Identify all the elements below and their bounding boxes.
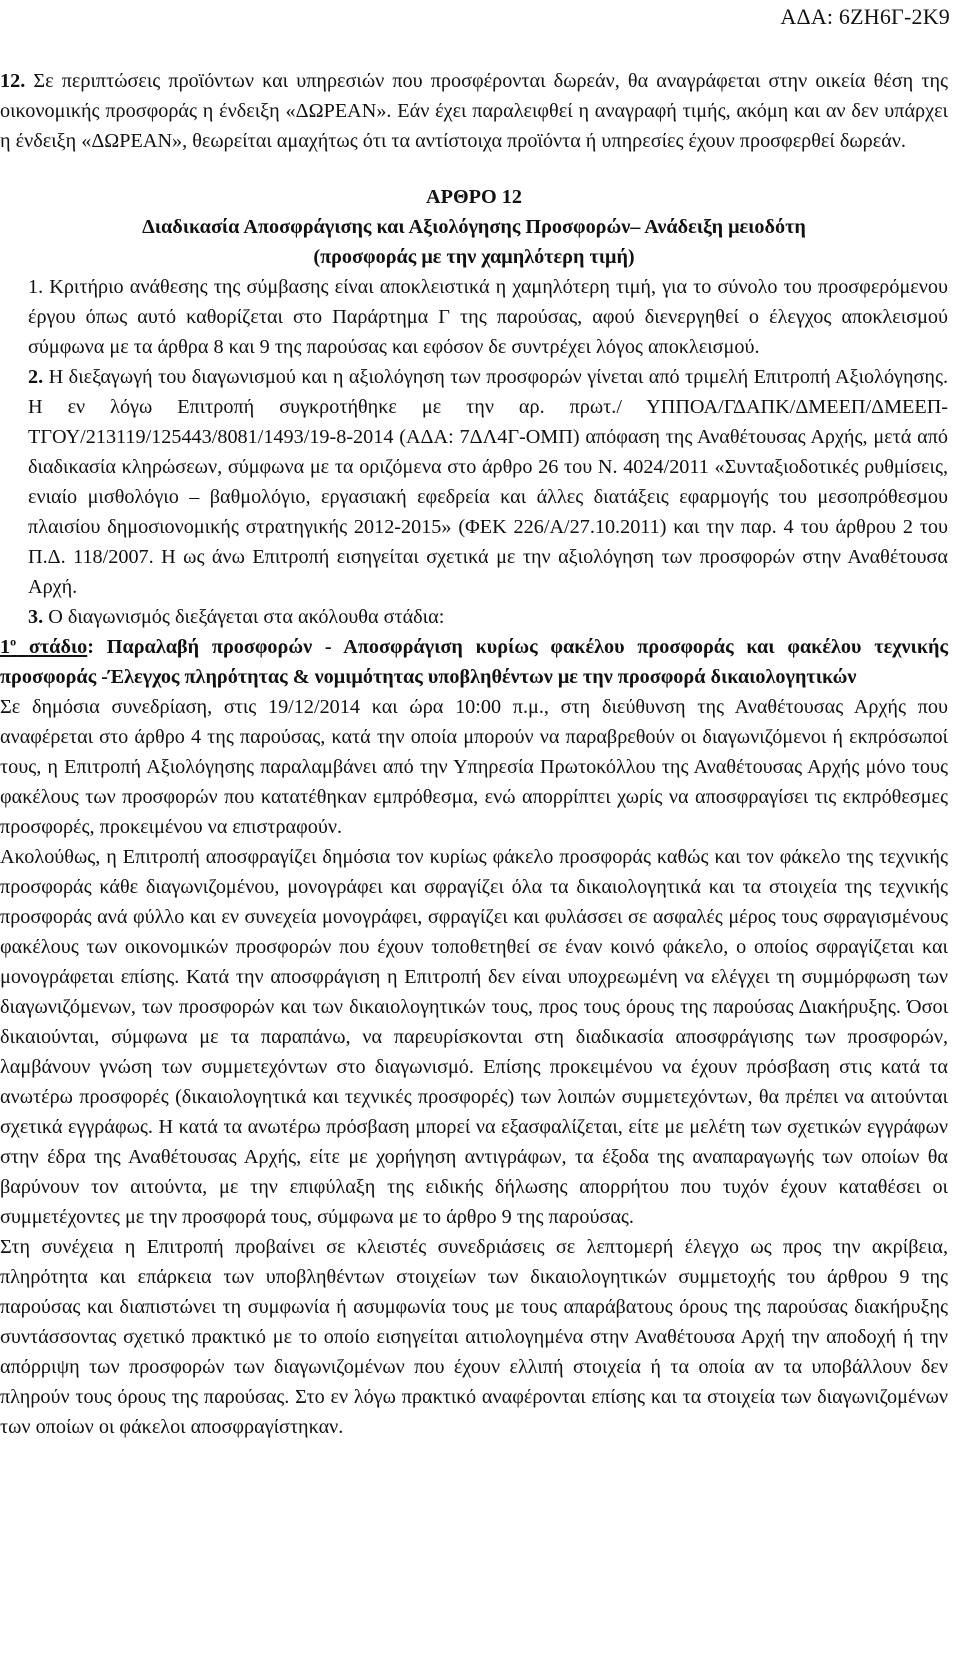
stage-ordinal-number: 1 bbox=[0, 636, 11, 658]
paragraph-number: 12. bbox=[0, 70, 26, 92]
item-3 bbox=[0, 602, 948, 632]
stage-label: στάδιο bbox=[28, 636, 88, 658]
paragraph-text: Σε περιπτώσεις προϊόντων και υπηρεσιών που προσφέρονται δωρεάν, θα αναγράφεται στην οικεία θέση της οικονομικής προσφοράς η ένδειξη «ΔΩΡΕΑΝ». Εάν έχει παραλειφθεί η αναγραφή τιμής, ακόμη και αν δεν υπάρχει η ένδειξη «ΔΩΡΕΑΝ», θεωρείται αμαχήτως ότι τα αντίστοιχα προϊόντα ή υπηρεσίες έχουν προσφερθεί δωρεάν. bbox=[0, 70, 949, 152]
item-2 bbox=[0, 362, 948, 602]
ada-code: ΑΔΑ: 6ΖΗ6Γ-2Κ9 bbox=[780, 4, 950, 29]
article-heading: ΑΡΘΡΟ 12 bbox=[426, 186, 522, 208]
item-text: Κριτήριο ανάθεσης της σύμβασης είναι αποκλειστικά η χαμηλότερη τιμή, για το σύνολο του προσφερόμενου έργου όπως αυτό καθορίζεται στο Παράρτημα Γ της παρούσας, αφού διενεργηθεί ο έλεγχος αποκλεισμού σύμφωνα με τα άρθρα 8 και 9 της παρούσας και εφόσον δε συντρέχει λόγος αποκλεισμού. bbox=[28, 276, 948, 358]
item-number: 3. bbox=[28, 606, 44, 628]
article-title-line2: (προσφοράς με την χαμηλότερη τιμή) bbox=[313, 246, 635, 268]
stage-heading-text: : Παραλαβή προσφορών - Αποσφράγιση κυρίως φακέλου προσφοράς και φακέλου τεχνικής προσφοράς -Έλεγχος πληρότητας & νομιμότητας υποβληθέντων με την προσφορά δικαιολογητικών bbox=[0, 636, 949, 688]
stage-ordinal bbox=[0, 636, 87, 658]
item-number: 1. bbox=[28, 276, 44, 298]
item-1 bbox=[0, 272, 948, 362]
stage-1-paragraph-1: Σε δημόσια συνεδρίαση, στις 19/12/2014 και ώρα 10:00 π.μ., στη διεύθυνση της Αναθέτουσας Αρχής που αναφέρεται στο άρθρο 4 της παρούσας, κατά την οποία μπορούν να παραβρεθούν οι διαγωνιζόμενοι ή εκπρόσωποί τους, η Επιτροπή Αξιολόγησης παραλαμβάνει από την Υπηρεσία Πρωτοκόλλου της Αναθέτουσας Αρχής μόνο τους φακέλους των προσφορών που κατατέθηκαν εμπρόθεσμα, ενώ απορρίπτει χωρίς να αποσφραγίσει τις εκπρόθεσμες προσφορές, προκειμένου να επιστραφούν. bbox=[0, 696, 948, 838]
stage-1-heading bbox=[0, 632, 948, 692]
stage-ordinal-suffix: ο bbox=[10, 634, 17, 649]
document-body bbox=[0, 66, 948, 1442]
paragraph-12 bbox=[0, 66, 948, 156]
item-text: Η διεξαγωγή του διαγωνισμού και η αξιολόγηση των προσφορών γίνεται από τριμελή Επιτροπή Αξιολόγησης. Η εν λόγω Επιτροπή συγκροτήθηκε με την αρ. πρωτ./ ΥΠΠΟΑ/ΓΔΑΠΚ/ΔΜΕΕΠ/ΔΜΕΕΠ-ΤΓΟΥ/213119/125443/8081/1493/19-8-2014 (ΑΔΑ: 7ΔΛ4Γ-ΟΜΠ) απόφαση της Αναθέτουσας Αρχής, μετά από διαδικασία κληρώσεων, σύμφωνα με τα οριζόμενα στο άρθρο 26 του Ν. 4024/2011 «Συνταξιοδοτικές ρυθμίσεις, ενιαίο μισθολόγιο – βαθμολόγιο, εργασιακή εφεδρεία και άλλες διατάξεις εφαρμογής του μεσοπρόθεσμου πλαισίου δημοσιονομικής στρατηγικής 2012-2015» (ΦΕΚ 226/Α/27.10.2011) και την παρ. 4 του άρθρου 2 του Π.Δ. 118/2007. Η ως άνω Επιτροπή εισηγείται σχετικά με την αξιολόγηση των προσφορών στην Αναθέτουσα Αρχή. bbox=[28, 366, 948, 598]
stage-1-paragraph-2: Ακολούθως, η Επιτροπή αποσφραγίζει δημόσια τον κυρίως φάκελο προσφοράς καθώς και τον φάκελο της τεχνικής προσφοράς κάθε διαγωνιζομένου, μονογράφει και σφραγίζει όλα τα δικαιολογητικά και τα στοιχεία της τεχνικής προσφοράς ανά φύλλο και εν συνεχεία μονογράφει, σφραγίζει και φυλάσσει σε ασφαλές μέρος τους σφραγισμένους φακέλους των οικονομικών προσφορών που έχουν τοποθετηθεί σε έναν κοινό φάκελο, ο οποίος σφραγίζεται και μονογράφεται επίσης. Κατά την αποσφράγιση η Επιτροπή δεν είναι υποχρεωμένη να ελέγχει τη συμμόρφωση των διαγωνιζόμενων, των προσφορών και των δικαιολογητικών τους, προς τους όρους της παρούσας Διακήρυξης. Όσοι δικαιούνται, σύμφωνα με τα παραπάνω, να παρευρίσκονται στη διαδικασία αποσφράγισης των προσφορών, λαμβάνουν γνώση των συμμετεχόντων στο διαγωνισμό. Επίσης προκειμένου να έχουν πρόσβαση στις κατά τα ανωτέρω προσφορές (δικαιολογητικά και τεχνικές προσφορές) των λοιπών συμμετεχόντων, θα πρέπει να αιτούνται σχετικά εγγράφως. Η κατά τα ανωτέρω πρόσβαση μπορεί να εξασφαλίζεται, είτε με μελέτη των σχετικών εγγράφων στην έδρα της Αναθέτουσας Αρχής, είτε με χορήγηση αντιγράφων, τα έξοδα της αναπαραγωγής των οποίων θα βαρύνουν τον αιτούντα, με την επιφύλαξη της ειδικής δήλωσης απορρήτου που τυχόν έχουν καταθέσει οι συμμετέχοντες με την προσφορά τους, σύμφωνα με το άρθρο 9 της παρούσας. bbox=[0, 846, 948, 1228]
item-text: Ο διαγωνισμός διεξάγεται στα ακόλουθα στάδια: bbox=[48, 606, 445, 628]
item-number: 2. bbox=[28, 366, 44, 388]
article-title-line1: Διαδικασία Αποσφράγισης και Αξιολόγησης Προσφορών– Ανάδειξη μειοδότη bbox=[142, 216, 806, 238]
stage-1-paragraph-3: Στη συνέχεια η Επιτροπή προβαίνει σε κλειστές συνεδριάσεις σε λεπτομερή έλεγχο ως προς την ακρίβεια, πληρότητα και επάρκεια των υποβληθέντων στοιχείων των δικαιολογητικών συμμετοχής του άρθρου 9 της παρούσας και διαπιστώνει τη συμφωνία ή ασυμφωνία τους με τους απαράβατους όρους της παρούσας διακήρυξης συντάσσοντας σχετικό πρακτικό με το οποίο εισηγείται αιτιολογημένα στην Αναθέτουσα Αρχή την αποδοχή ή την απόρριψη των προσφορών των διαγωνιζομένων που έχουν ελλιπή στοιχεία ή τα οποία αν τα υποβάλλουν δεν πληρούν τους όρους της παρούσας. Στο εν λόγω πρακτικό αναφέρονται επίσης και τα στοιχεία των διαγωνιζομένων των οποίων οι φάκελοι αποσφραγίστηκαν. bbox=[0, 1236, 948, 1438]
